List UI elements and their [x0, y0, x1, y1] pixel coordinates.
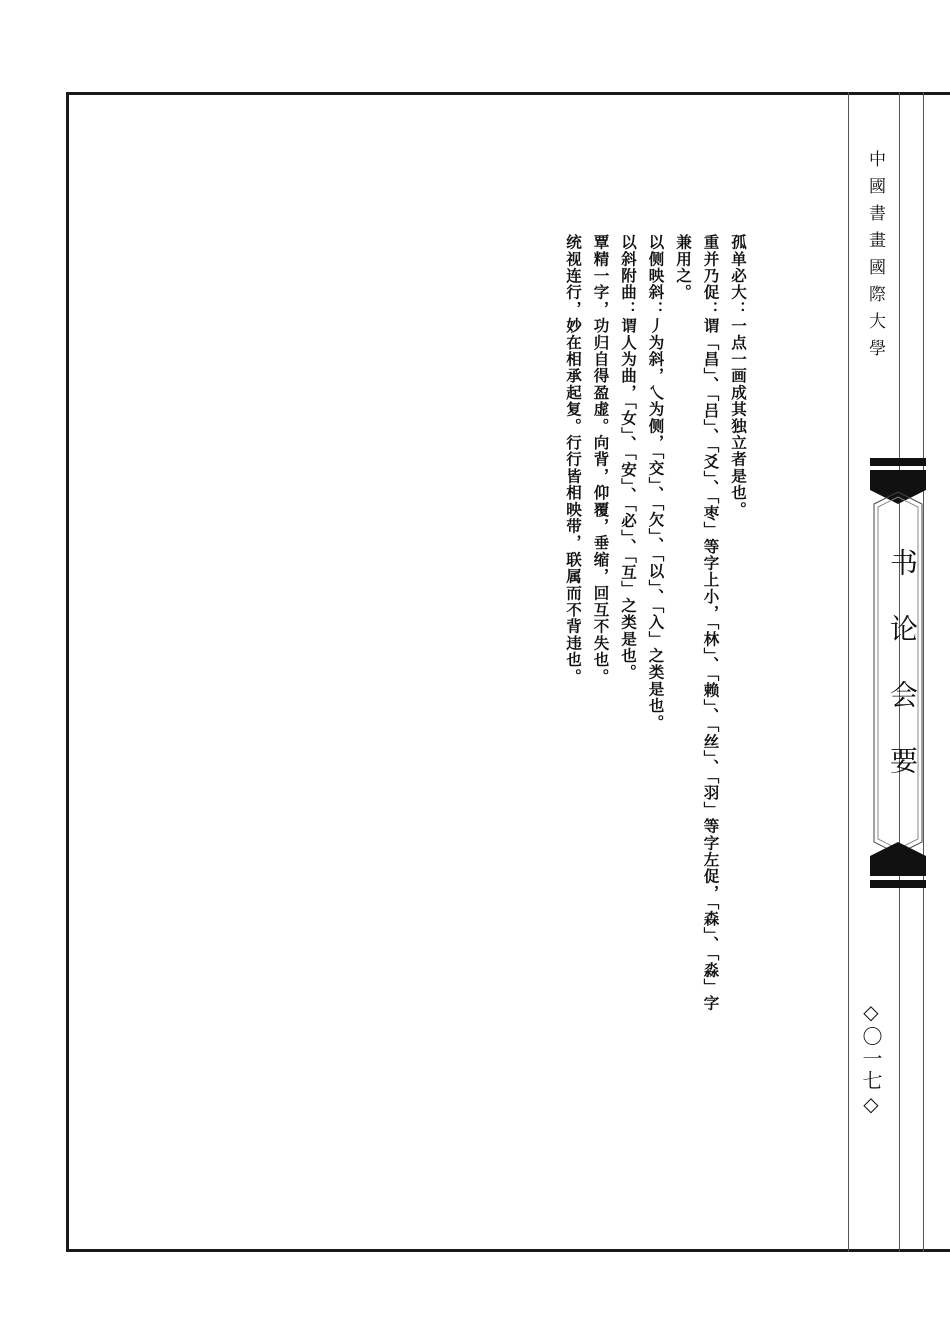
text-line: 以斜附曲：谓人为曲，「女」、「安」、「必」、「互」之类是也。 [619, 234, 638, 681]
publisher-name: 中國書畫國際大學 [865, 150, 885, 366]
text-line: 孤单必大：一点一画成其独立者是也。 [729, 234, 748, 518]
body-text [560, 234, 753, 1194]
page-frame [66, 92, 950, 1252]
book-title: 书论会要 [886, 548, 919, 812]
text-line: 重并乃促：谓「昌」、「吕」、「爻」、「枣」等字上小，「林」、「赖」、「丝」、「羽」等字左促，「森」、「淼」字 [701, 234, 721, 1012]
text-line: 统视连行，妙在相承起复。行行皆相映带，联属而不背违也。 [564, 234, 583, 685]
page-number: ◇〇一七◇ [859, 1000, 883, 1118]
text-line: 兼用之。 [674, 234, 693, 301]
text-line: 覃精一字，功归自得盈虚。向背，仰覆，垂缩，回互不失也。 [591, 234, 611, 685]
sidebar-divider-left [848, 92, 849, 1252]
text-line: 以侧映斜：丿为斜，乀为侧，「交」、「欠」、「以」、「入」之类是也。 [646, 234, 666, 731]
